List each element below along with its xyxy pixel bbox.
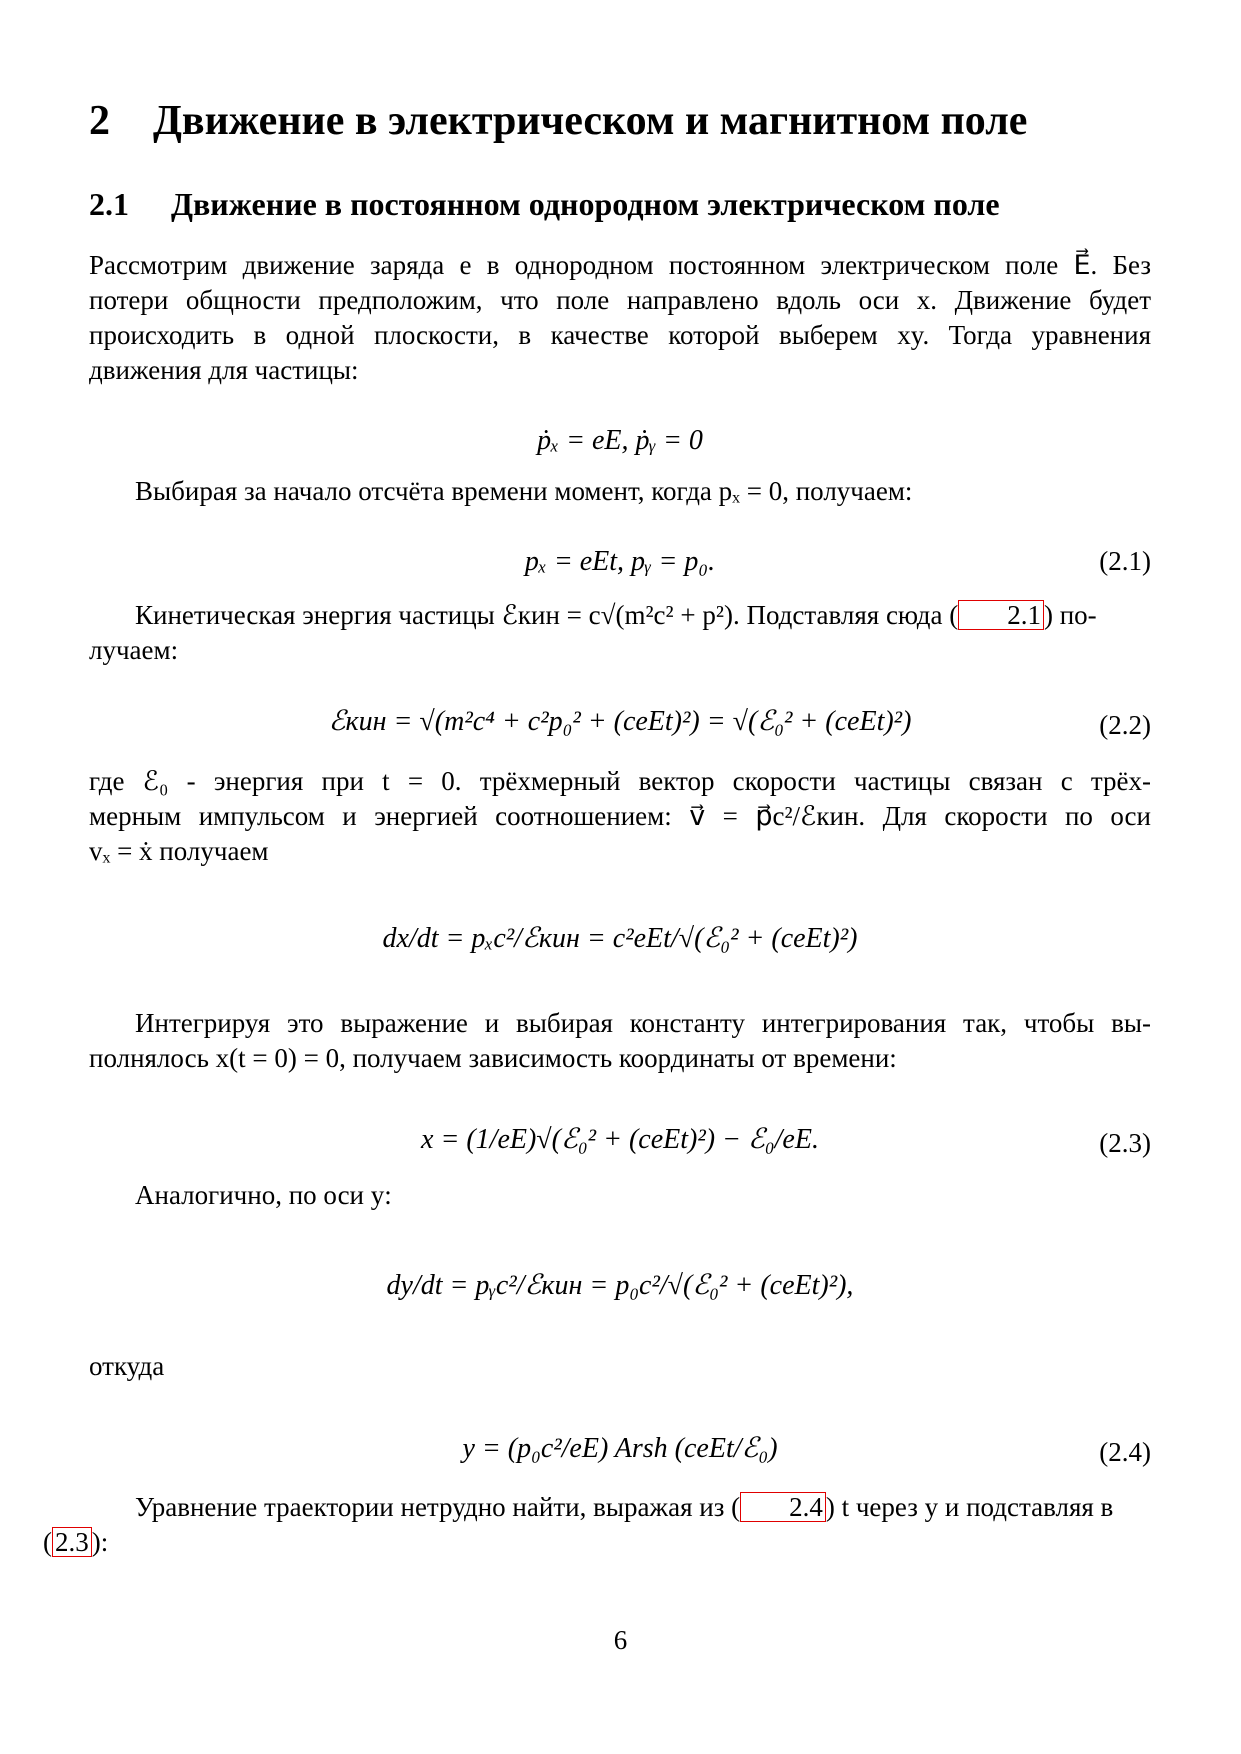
equation-dydt	[89, 1262, 1151, 1322]
paragraph-line: где ℰ₀ - энергия при t = 0. трёхмерный вектор скорости частицы связан с трёх-	[89, 766, 1151, 796]
equation-momentum-derivative	[89, 427, 1151, 463]
section-number: 2	[89, 98, 110, 144]
paragraph-3	[89, 598, 1151, 668]
subsection-title: Движение в постоянном однородном электрическом поле	[171, 186, 1000, 222]
paragraph-line: vₓ = ẋ получаем	[89, 836, 269, 866]
equation-body: ℰкин = √(m²c⁴ + c²p₀² + (ceEt)²) = √(ℰ₀² + (ceEt)²)	[328, 706, 912, 737]
equation-number: (2.1)	[1099, 546, 1151, 576]
equation-ref-link[interactable]: 2.4	[740, 1492, 826, 1522]
paragraph-7	[89, 1349, 1151, 1384]
equation-number: (2.3)	[1099, 1128, 1151, 1158]
paragraph-8	[43, 1490, 1151, 1560]
paragraph-text: ) по-	[1043, 600, 1097, 630]
section-heading	[89, 100, 1027, 142]
paragraph-1	[89, 248, 1151, 388]
equation-body: pₓ = eEt, pᵧ = p₀.	[524, 546, 716, 577]
paragraph-line: происходить в одной плоскости, в качестве которой выберем xy. Тогда уравнения	[89, 320, 1151, 350]
paragraph-text: Аналогично, по оси y:	[135, 1180, 392, 1210]
equation-body: y = (p₀c²/eE) Arsh (ceEt/ℰ₀)	[462, 1433, 778, 1464]
equation-number: (2.4)	[1099, 1437, 1151, 1467]
paragraph-line: движения для частицы:	[89, 355, 359, 385]
paragraph-text: ):	[91, 1527, 109, 1557]
equation-number: (2.2)	[1099, 710, 1151, 740]
paragraph-6	[89, 1178, 1151, 1213]
page-number: 6	[613, 1625, 628, 1655]
paragraph-line: Рассмотрим движение заряда e в однородном постоянном электрическом поле E⃗. Без	[89, 250, 1151, 280]
paragraph-text: откуда	[89, 1351, 165, 1381]
equation-ref-link[interactable]: 2.3	[52, 1527, 92, 1557]
subsection-number: 2.1	[89, 186, 129, 222]
equation-body: dy/dt = pᵧc²/ℰкин = p₀c²/√(ℰ₀² + (ceEt)²),	[386, 1270, 854, 1301]
equation-dxdt	[89, 915, 1151, 975]
paragraph-text: ) t через y и подставляя в	[825, 1492, 1114, 1522]
equation-body: x = (1/eE)√(ℰ₀² + (ceEt)²) − ℰ₀/eE.	[421, 1124, 819, 1155]
paragraph-2	[89, 474, 1151, 509]
paragraph-text: Уравнение траектории нетрудно найти, выражая из (	[135, 1492, 741, 1522]
equation-ref-link[interactable]: 2.1	[958, 600, 1044, 630]
section-title: Движение в электрическом и магнитном поле	[153, 98, 1028, 144]
equation-2-3	[89, 1120, 1151, 1170]
paragraph-5	[89, 1006, 1151, 1076]
equation-2-2	[89, 700, 1151, 750]
paragraph-line: потери общности предположим, что поле направлено вдоль оси x. Движение будет	[89, 285, 1151, 315]
paragraph-line: мерным импульсом и энергией соотношением: v⃗ = p⃗c²/ℰкин. Для скорости по оси	[89, 801, 1151, 831]
equation-body: dx/dt = pₓc²/ℰкин = c²eEt/√(ℰ₀² + (ceEt)²)	[382, 923, 858, 954]
paragraph-text: Выбирая за начало отсчёта времени момент, когда pₓ = 0, получаем:	[135, 476, 913, 506]
subsection-heading	[89, 188, 1000, 220]
paragraph-text: лучаем:	[89, 635, 179, 665]
paragraph-text-line	[43, 1525, 108, 1560]
equation-body: ṗₓ = eE, ṗᵧ = 0	[537, 425, 703, 456]
paragraph-4	[89, 764, 1151, 869]
paragraph-line: полнялось x(t = 0) = 0, получаем зависимость координаты от времени:	[89, 1043, 897, 1073]
equation-2-1	[89, 548, 1151, 584]
paragraph-text: Кинетическая энергия частицы ℰкин = c√(m²c² + p²). Подставляя сюда (	[135, 600, 959, 630]
paragraph-line: Интегрируя это выражение и выбирая константу интегрирования так, чтобы вы-	[135, 1008, 1151, 1038]
equation-2-4	[89, 1425, 1151, 1485]
paragraph-text: (	[43, 1527, 52, 1557]
